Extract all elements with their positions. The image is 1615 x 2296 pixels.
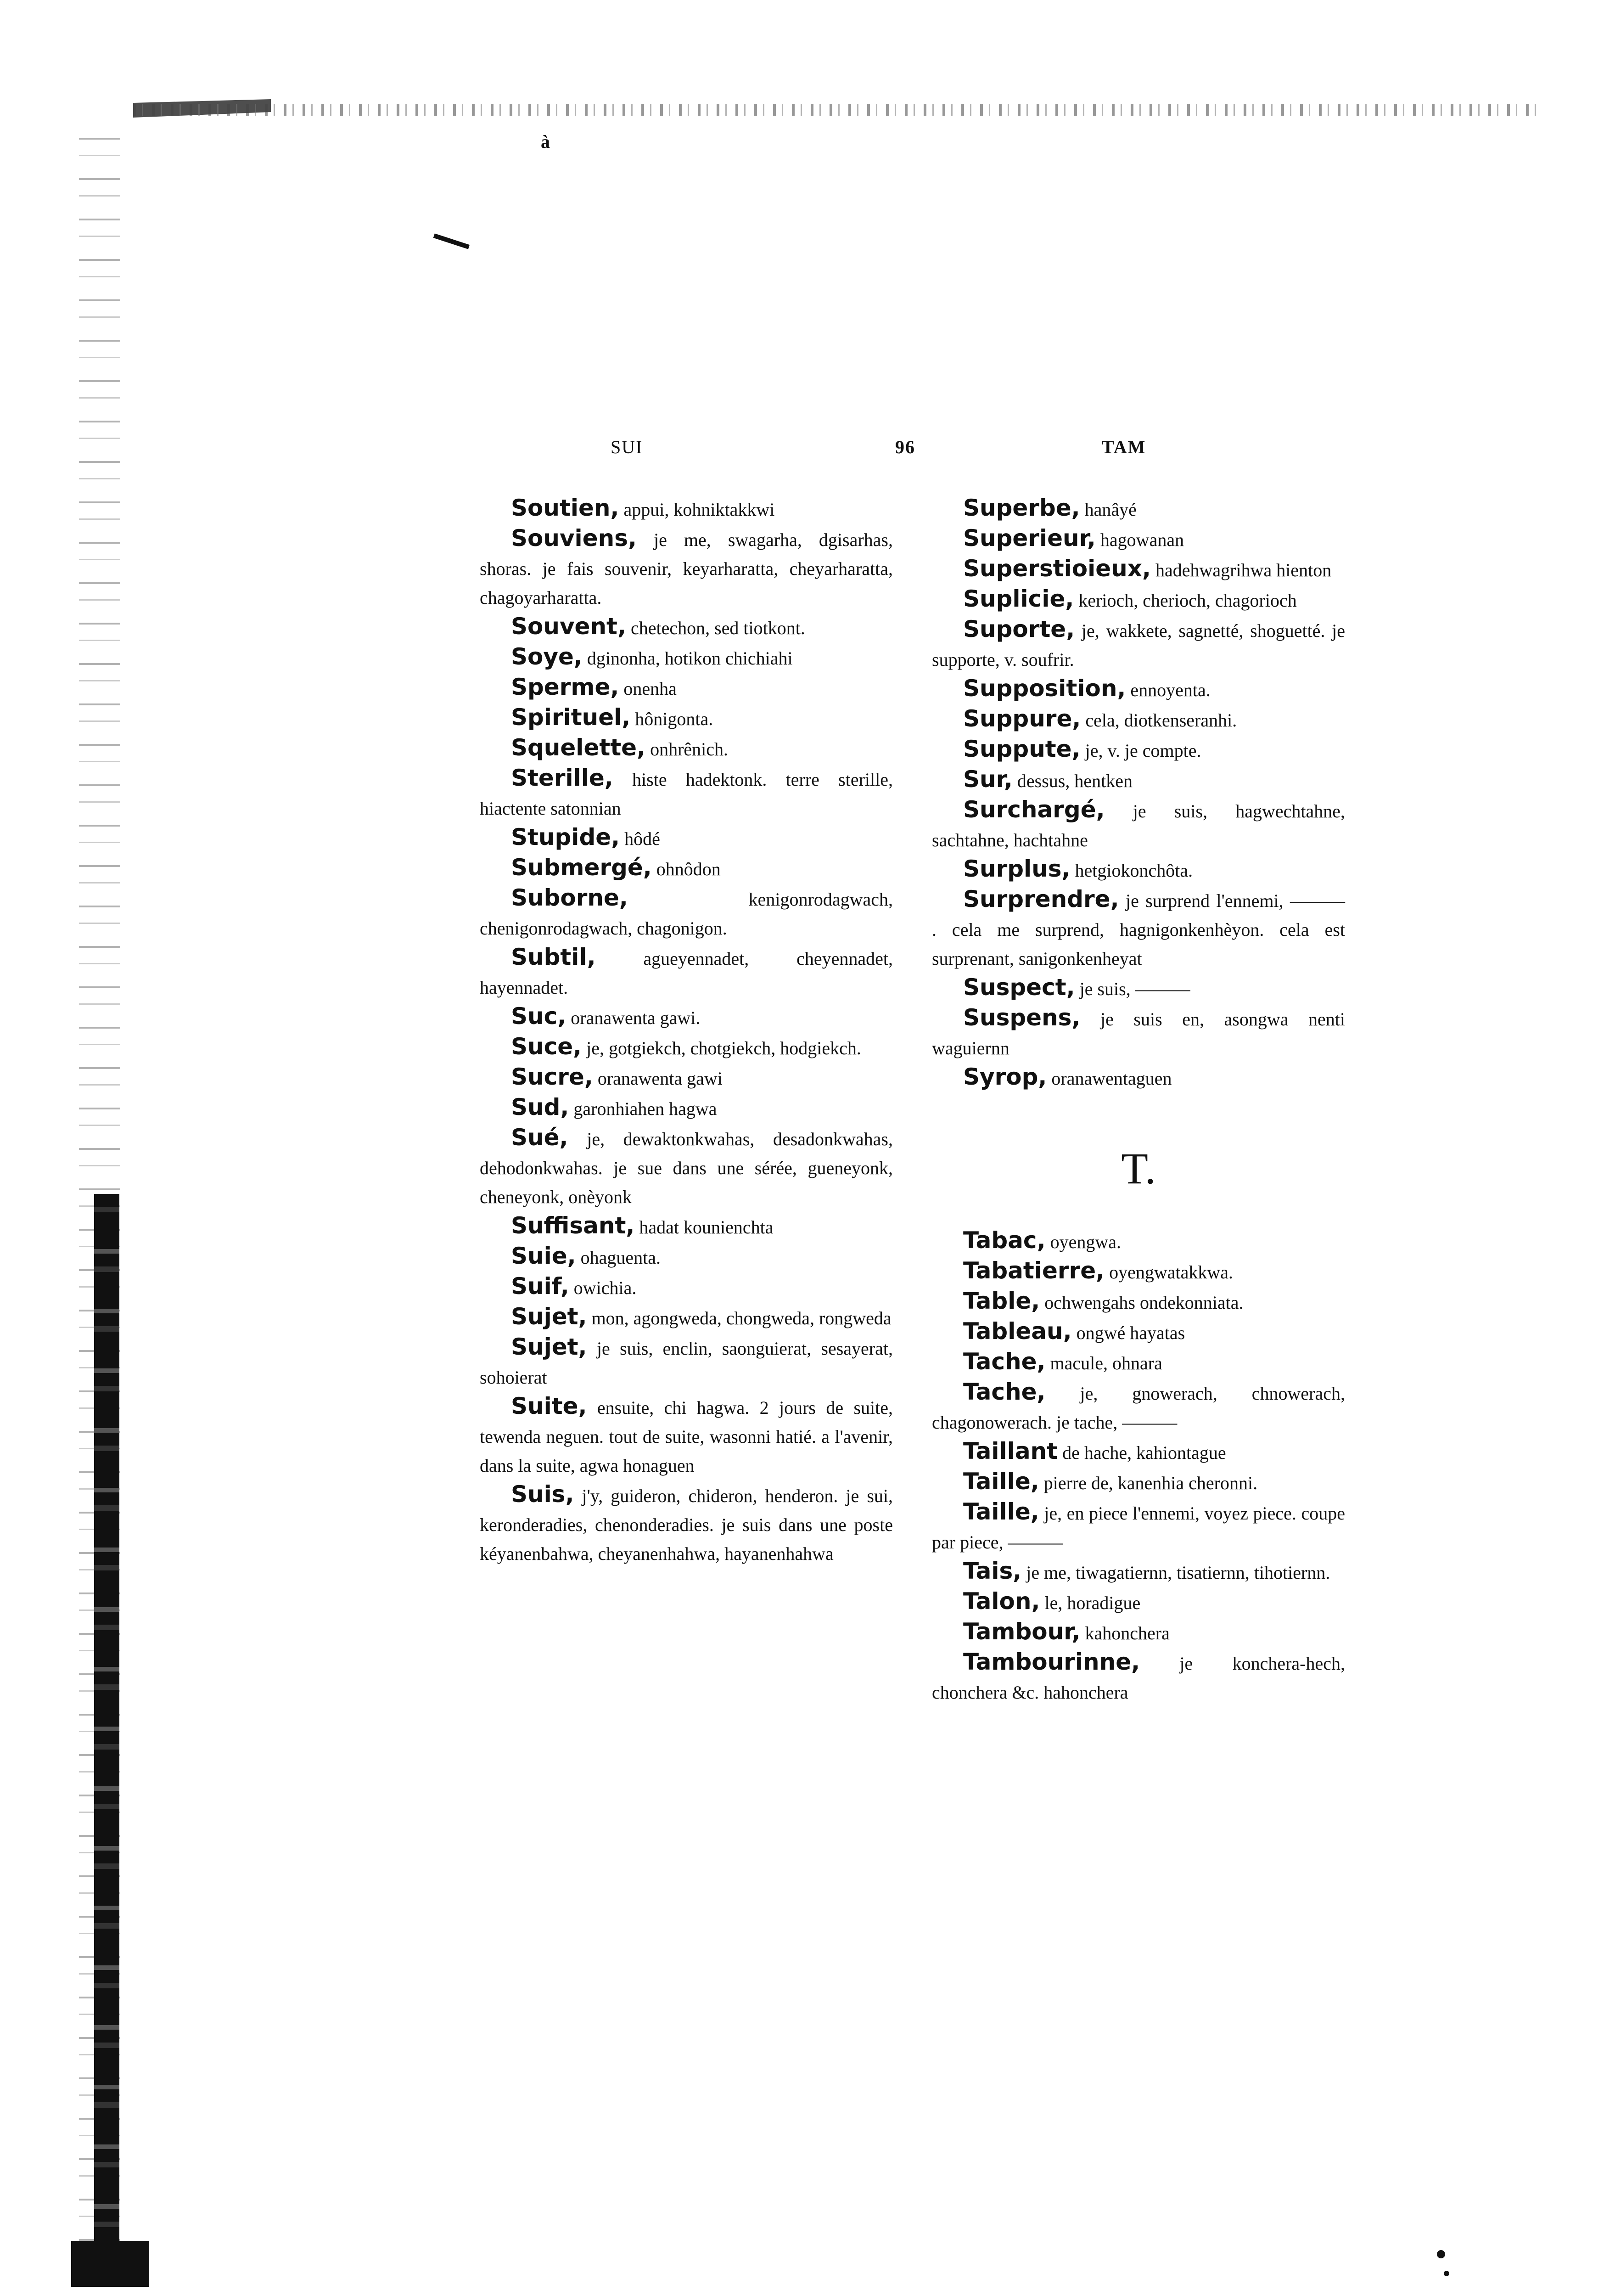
dictionary-entry [932, 795, 1345, 855]
entry-definition: je konchera-hech, chonchera &c. hahonchera [932, 1653, 1345, 1703]
page-number: 96 [895, 437, 915, 457]
dictionary-entry [480, 1333, 893, 1392]
dictionary-entry [932, 1497, 1345, 1557]
entry-headword: Superbe, [963, 495, 1080, 521]
entry-definition: je, wakkete, sagnetté, shoguetté. je supporte, v. soufrir. [932, 620, 1345, 670]
dictionary-entry [480, 612, 893, 642]
entry-definition: ochwengahs ondekonniata. [1040, 1292, 1244, 1313]
entry-definition: je, dewaktonkwahas, desadonkwahas, dehodonkwahas. je sue dans une sérée, gueneyonk, cheneyonk, onèyonk [480, 1129, 893, 1207]
entry-definition: garonhiahen hagwa [569, 1098, 717, 1119]
dictionary-entry [932, 1648, 1345, 1707]
entry-definition: hadat kounienchta [634, 1217, 774, 1238]
entry-definition: le, horadigue [1040, 1593, 1141, 1613]
entry-definition: oranawentaguen [1047, 1068, 1172, 1089]
running-head-left: SUI [611, 437, 643, 457]
entry-headword: Souvent, [511, 613, 626, 640]
entry-definition: oranawenta gawi [593, 1068, 723, 1089]
stray-stroke [430, 233, 470, 259]
entry-definition: oyengwatakkwa. [1105, 1262, 1234, 1283]
entry-headword: Suppure, [963, 705, 1081, 732]
entry-headword: Superstioieux, [963, 555, 1151, 582]
entry-definition: chetechon, sed tiotkont. [626, 618, 805, 638]
entry-definition: je suis, ——— [1075, 979, 1190, 999]
entry-definition: owichia. [569, 1277, 637, 1298]
entry-definition: ongwé hayatas [1071, 1322, 1185, 1343]
entry-definition: ohnôdon [651, 859, 721, 879]
entry-headword: Sud, [511, 1094, 569, 1120]
entry-headword: Tambour, [963, 1618, 1081, 1645]
dictionary-entry [480, 823, 893, 853]
dictionary-entry [932, 524, 1345, 554]
dictionary-entry [480, 703, 893, 733]
entry-definition: onenha [619, 678, 677, 699]
dictionary-entry [932, 615, 1345, 674]
entry-definition: macule, ohnara [1045, 1353, 1162, 1373]
entry-definition: hanâyé [1080, 499, 1137, 520]
entry-definition: oranawenta gawi. [566, 1007, 701, 1028]
dictionary-entry [480, 1032, 893, 1063]
dictionary-entry [480, 1123, 893, 1211]
dictionary-entry [932, 1557, 1345, 1587]
entry-definition: cela, diotkenseranhi. [1081, 710, 1237, 731]
dictionary-entry [480, 853, 893, 884]
entry-definition: ennoyenta. [1126, 680, 1211, 700]
entry-definition: je surprend l'ennemi, ——— . cela me surprend, hagnigonkenhèyon. cela est surprenant, sanigonkenheyat [932, 890, 1345, 969]
entry-headword: Sterille, [511, 765, 613, 791]
running-head-right: TAM [1102, 437, 1146, 457]
entry-headword: Superieur, [963, 525, 1096, 551]
entry-headword: Sujet, [511, 1303, 587, 1330]
dictionary-entry [480, 494, 893, 524]
entry-headword: Tais, [963, 1558, 1022, 1584]
entry-headword: Suie, [511, 1243, 576, 1269]
dictionary-entry [932, 554, 1345, 585]
entry-definition: hôdé [620, 828, 660, 849]
entry-definition: kerioch, cherioch, chagorioch [1074, 590, 1297, 611]
dictionary-entry [932, 973, 1345, 1003]
entry-headword: Suc, [511, 1003, 566, 1030]
dictionary-entry [932, 1256, 1345, 1287]
entry-definition: je, en piece l'ennemi, voyez piece. coupe par piece, ——— [932, 1503, 1345, 1553]
entry-headword: Suspect, [963, 974, 1075, 1001]
dictionary-entry [932, 1437, 1345, 1467]
entry-headword: Sujet, [511, 1334, 587, 1360]
entry-headword: Subtil, [511, 944, 596, 970]
entry-definition: je, gnowerach, chnowerach, chagonowerach. je tache, ——— [932, 1383, 1345, 1433]
entry-headword: Suif, [511, 1273, 569, 1300]
entry-headword: Suplicie, [963, 585, 1074, 612]
dictionary-entry [480, 1242, 893, 1272]
left-column [480, 494, 893, 1568]
entry-headword: Stupide, [511, 824, 620, 850]
entry-definition: kahonchera [1080, 1623, 1170, 1643]
entry-headword: Spirituel, [511, 704, 631, 731]
entry-headword: Surplus, [963, 855, 1071, 882]
dictionary-entry [932, 885, 1345, 973]
section-letter: T. [1121, 1144, 1156, 1193]
dictionary-entry [932, 704, 1345, 735]
dictionary-entry [932, 585, 1345, 615]
dictionary-entry [932, 1347, 1345, 1378]
entry-headword: Tache, [963, 1348, 1046, 1375]
dictionary-entry [480, 1211, 893, 1242]
entry-headword: Talon, [963, 1588, 1040, 1615]
dictionary-entry [932, 1587, 1345, 1617]
dictionary-entry [932, 494, 1345, 524]
dictionary-entry [480, 943, 893, 1002]
dictionary-entry [480, 1272, 893, 1302]
dictionary-entry [480, 673, 893, 703]
entry-headword: Submergé, [511, 854, 652, 881]
entry-headword: Soutien, [511, 495, 619, 521]
entry-definition: je suis, enclin, saonguierat, sesayerat, sohoierat [480, 1338, 893, 1388]
entry-definition: je, v. je compte. [1080, 740, 1201, 761]
entry-definition: oyengwa. [1045, 1232, 1121, 1252]
dictionary-entry [480, 1392, 893, 1480]
entry-definition: appui, kohniktakkwi [619, 499, 775, 520]
entry-definition: kenigonrodagwach, chenigonrodagwach, chagonigon. [480, 889, 893, 939]
entry-headword: Tabac, [963, 1227, 1046, 1254]
dictionary-entry [932, 1617, 1345, 1648]
entry-headword: Suborne, [511, 884, 628, 911]
dictionary-entry [932, 1003, 1345, 1063]
dictionary-entry [480, 884, 893, 943]
dictionary-entry [480, 1480, 893, 1568]
scan-speck [1444, 2271, 1449, 2276]
stray-mark: à [541, 131, 550, 152]
entry-definition: je, gotgiekch, chotgiekch, hodgiekch. [582, 1038, 861, 1058]
entry-definition: hagowanan [1095, 529, 1184, 550]
dictionary-entry [480, 1063, 893, 1093]
entry-headword: Suis, [511, 1481, 574, 1508]
entry-headword: Surchargé, [963, 796, 1105, 823]
entry-definition: dginonha, hotikon chichiahi [582, 648, 793, 669]
scan-speck [1437, 2250, 1445, 2258]
dictionary-entry [480, 642, 893, 673]
entry-definition: je me, tiwagatiernn, tisatiernn, tihotiernn. [1021, 1562, 1330, 1583]
entry-headword: Sué, [511, 1124, 568, 1151]
dictionary-entry [480, 733, 893, 764]
entry-definition: hadehwagrihwa hienton [1151, 560, 1332, 580]
entry-headword: Squelette, [511, 734, 646, 761]
dictionary-entry [932, 855, 1345, 885]
entry-headword: Tabatierre, [963, 1257, 1105, 1284]
dictionary-entry [932, 765, 1345, 795]
dictionary-entry [932, 1378, 1345, 1437]
dictionary-entry [932, 1317, 1345, 1347]
entry-definition: dessus, hentken [1012, 771, 1133, 791]
entry-definition: je suis en, asongwa nenti waguiernn [932, 1009, 1345, 1058]
dictionary-entry [480, 1302, 893, 1333]
entry-headword: Suffisant, [511, 1212, 635, 1239]
entry-definition: j'y, guideron, chideron, henderon. je sui, keronderadies, chenonderadies. je suis dans une poste kéyanenbahwa, cheyanenhahwa, hayanenhahwa [480, 1486, 893, 1564]
dictionary-entry [480, 524, 893, 612]
dictionary-entry [932, 735, 1345, 765]
entry-headword: Suite, [511, 1393, 587, 1419]
entry-headword: Taille, [963, 1468, 1039, 1495]
dictionary-entry [932, 1063, 1345, 1093]
entry-definition: pierre de, kanenhia cheronni. [1039, 1473, 1258, 1493]
entry-headword: Soye, [511, 643, 583, 670]
entry-headword: Syrop, [963, 1064, 1047, 1090]
entry-headword: Tache, [963, 1379, 1046, 1405]
entry-headword: Sur, [963, 766, 1013, 793]
entry-definition: ohaguenta. [576, 1247, 661, 1268]
dictionary-entry [932, 1467, 1345, 1497]
entry-definition: ensuite, chi hagwa. 2 jours de suite, tewenda neguen. tout de suite, wasonni hatié. a l'avenir, dans la suite, agwa honaguen [480, 1397, 893, 1476]
entry-headword: Table, [963, 1288, 1040, 1314]
dictionary-entry [480, 764, 893, 823]
scan-binding-bar [94, 1194, 119, 2264]
entry-headword: Suppute, [963, 736, 1081, 762]
scan-edge-top [133, 104, 1538, 116]
scan-corner-bottom [71, 2241, 149, 2287]
entry-headword: Sperme, [511, 674, 619, 700]
entry-definition: je me, swagarha, dgisarhas, shoras. je fais souvenir, keyarharatta, cheyarharatta, chagoyarharatta. [480, 529, 893, 608]
entry-headword: Taille, [963, 1498, 1039, 1525]
entry-definition: je suis, hagwechtahne, sachtahne, hachtahne [932, 801, 1345, 850]
entry-headword: Suspens, [963, 1004, 1081, 1031]
dictionary-entry [932, 1226, 1345, 1256]
entry-headword: Taillant [963, 1438, 1058, 1464]
entry-headword: Tambourinne, [963, 1649, 1140, 1675]
right-column [932, 494, 1345, 1707]
entry-definition: hônigonta. [630, 709, 713, 729]
entry-headword: Tableau, [963, 1318, 1072, 1345]
entry-headword: Suporte, [963, 616, 1075, 642]
entry-headword: Sucre, [511, 1064, 593, 1090]
dictionary-entry [480, 1002, 893, 1032]
entry-definition: agueyennadet, cheyennadet, hayennadet. [480, 948, 893, 998]
entry-headword: Supposition, [963, 675, 1126, 702]
dictionary-entry [932, 674, 1345, 704]
dictionary-entry [932, 1287, 1345, 1317]
entry-headword: Surprendre, [963, 886, 1119, 912]
entry-definition: hetgiokonchôta. [1070, 860, 1193, 881]
entry-definition: de hache, kahiontague [1058, 1442, 1226, 1463]
entry-headword: Suce, [511, 1033, 582, 1060]
entry-definition: histe hadektonk. terre sterille, hiactente satonnian [480, 769, 893, 819]
dictionary-entry [480, 1093, 893, 1123]
entry-definition: onhrênich. [645, 739, 729, 760]
entry-definition: mon, agongweda, chongweda, rongweda [587, 1308, 892, 1328]
entry-headword: Souviens, [511, 525, 637, 551]
